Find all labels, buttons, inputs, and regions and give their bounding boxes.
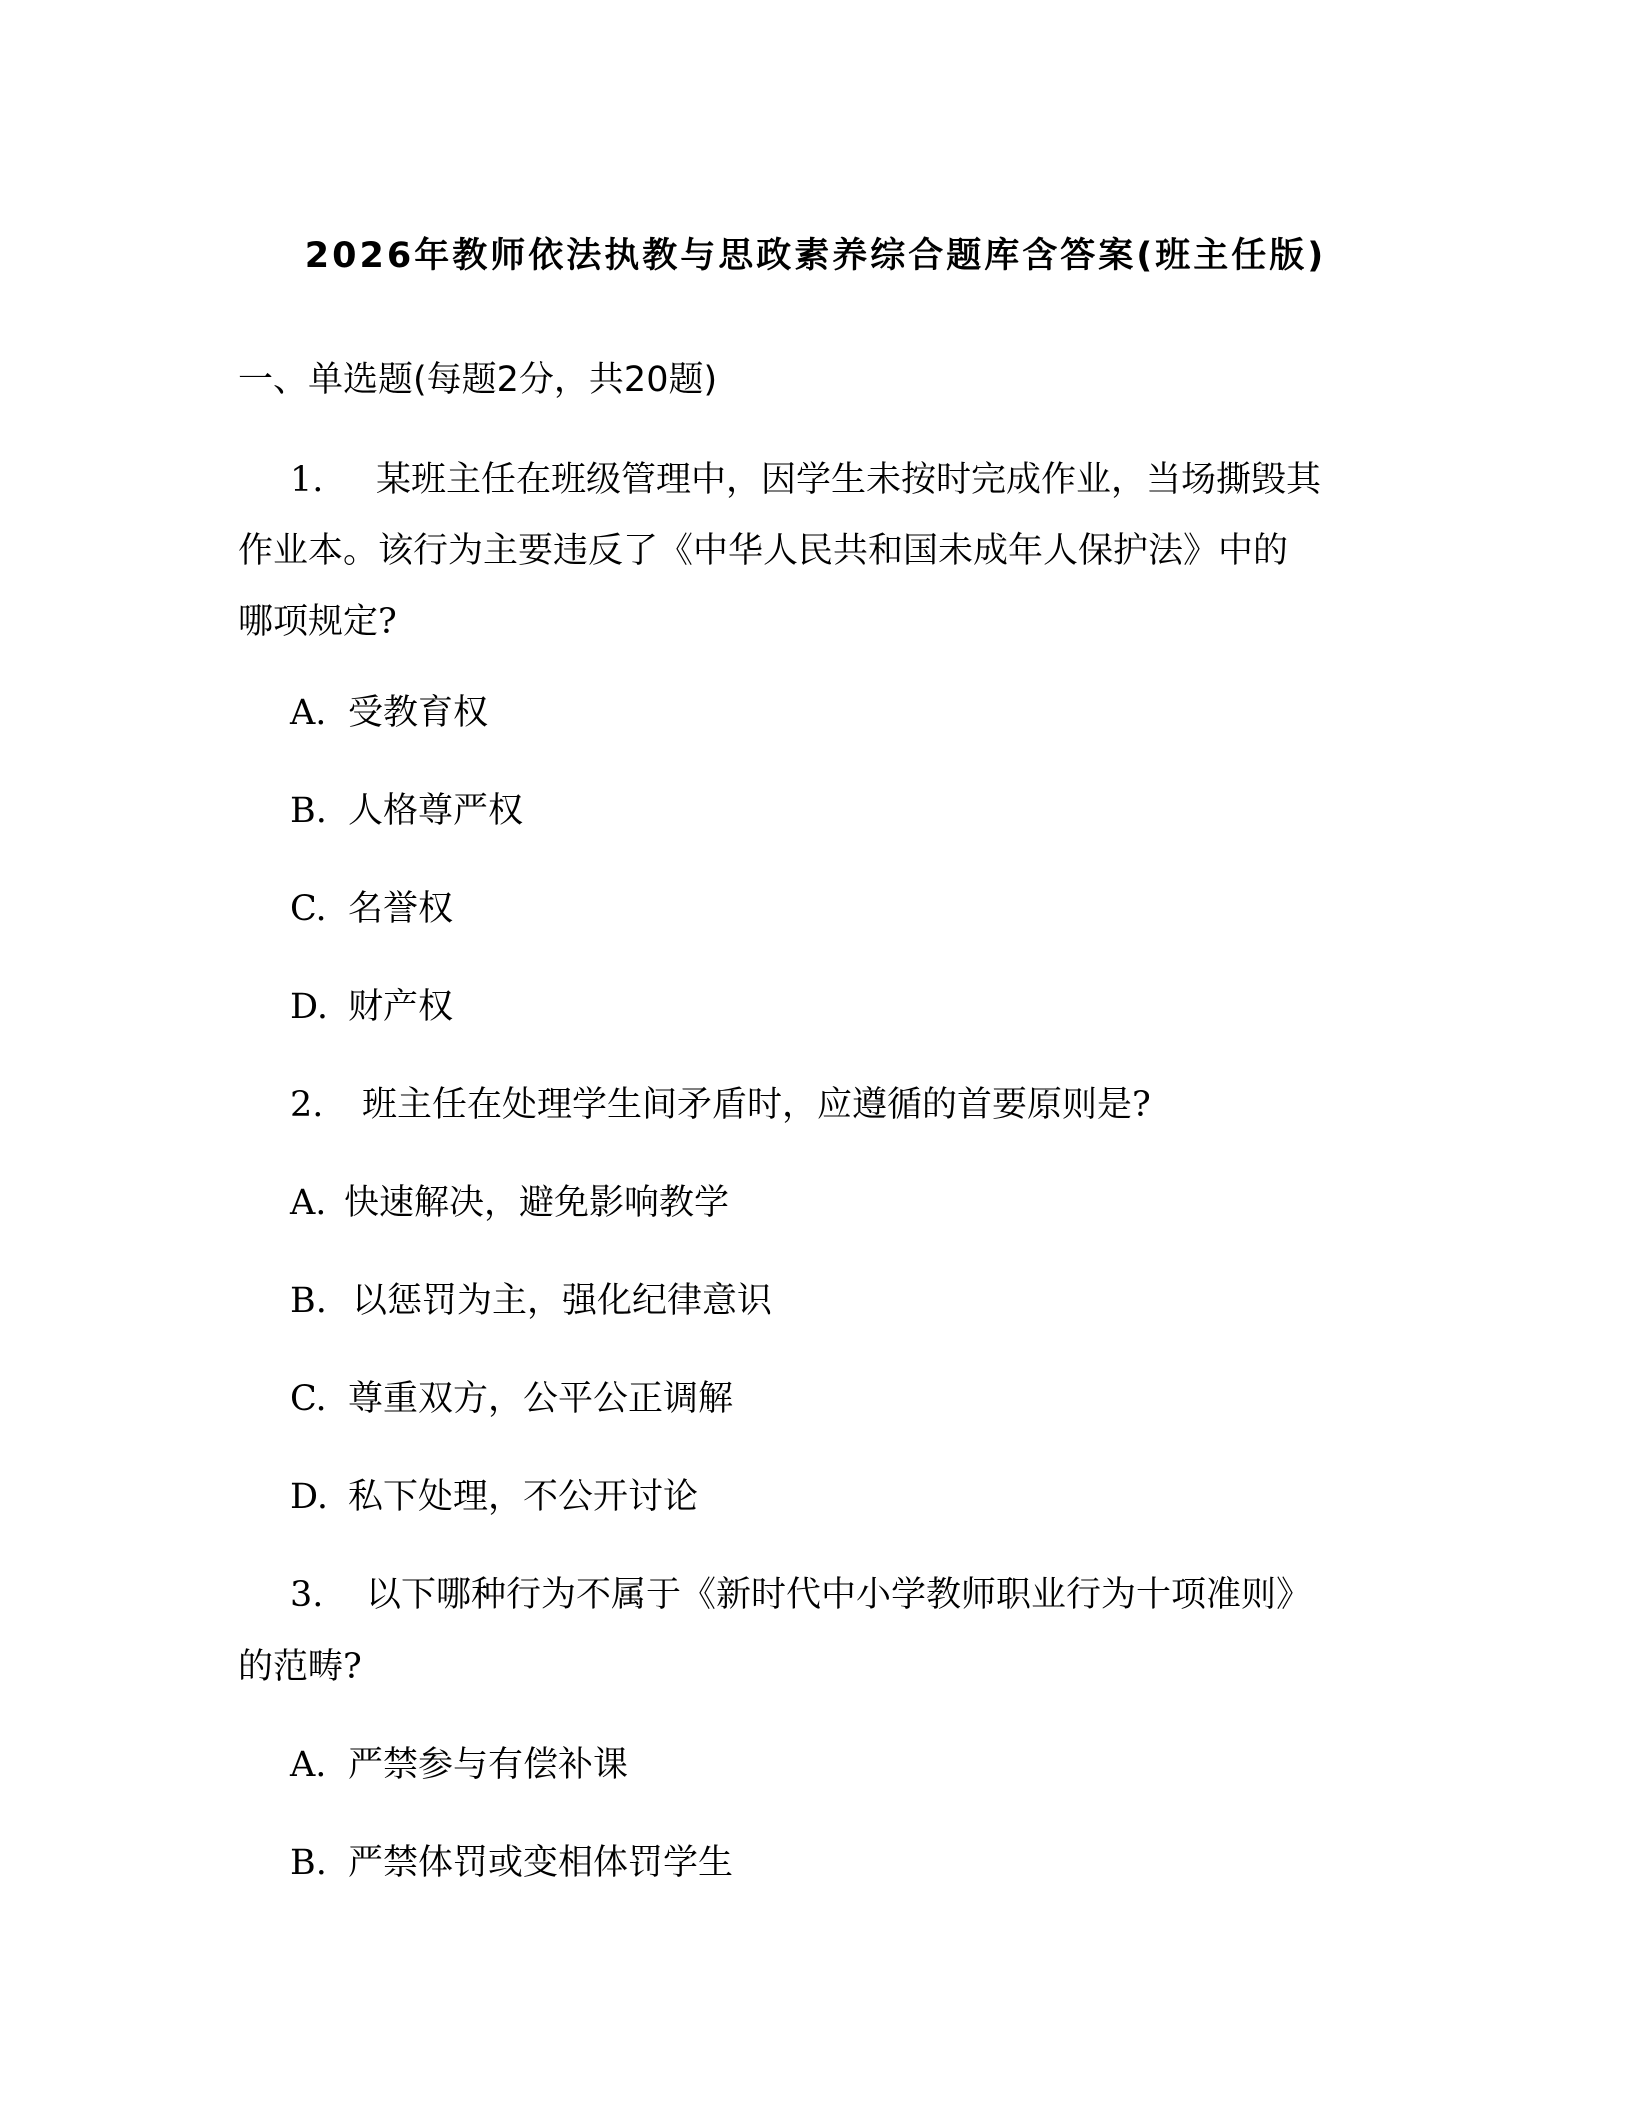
option-letter: B.: [290, 791, 327, 831]
question-1-option-c: [290, 888, 453, 930]
question-text: 以下哪种行为不属于《新时代中小学教师职业行为十项准则》: [366, 1575, 1312, 1615]
option-letter: A.: [290, 1745, 327, 1785]
question-text: 班主任在处理学生间矛盾时，应遵循的首要原则是?: [362, 1085, 1151, 1125]
option-text: 财产权: [348, 987, 454, 1027]
question-1-option-b: [290, 790, 523, 832]
option-letter: D.: [290, 1477, 328, 1517]
question-1-line-3: 哪项规定?: [238, 602, 397, 642]
question-1-line-1: [290, 459, 1321, 501]
option-text: 严禁体罚或变相体罚学生: [348, 1843, 734, 1883]
question-3-line-1: [290, 1574, 1311, 1616]
question-number: 2.: [290, 1085, 324, 1125]
option-letter: D.: [290, 987, 328, 1027]
option-letter: C.: [290, 889, 327, 929]
option-text: 以惩罚为主，强化纪律意识: [352, 1281, 773, 1321]
option-text: 尊重双方，公平公正调解: [348, 1379, 734, 1419]
question-2-option-a: [290, 1182, 729, 1224]
option-letter: B.: [290, 1843, 327, 1883]
option-letter: A.: [290, 693, 327, 733]
question-1-option-d: [290, 986, 453, 1028]
question-text: 某班主任在班级管理中，因学生未按时完成作业，当场撕毁其: [376, 460, 1322, 500]
question-3-option-a: [290, 1744, 628, 1786]
option-letter: C.: [290, 1379, 327, 1419]
question-2-option-b: [290, 1280, 772, 1322]
question-number: 3.: [290, 1575, 324, 1615]
option-text: 人格尊严权: [348, 791, 524, 831]
option-text: 受教育权: [348, 693, 489, 733]
question-2-line-1: [290, 1084, 1151, 1126]
question-3-option-b: [290, 1842, 733, 1884]
option-letter: B.: [290, 1281, 327, 1321]
option-text: 快速解决，避免影响教学: [344, 1183, 730, 1223]
question-1-option-a: [290, 692, 488, 734]
option-letter: A.: [290, 1183, 327, 1223]
option-text: 严禁参与有偿补课: [348, 1745, 629, 1785]
section-heading: 一、单选题(每题2分，共20题): [238, 360, 718, 400]
question-number: 1.: [290, 460, 324, 500]
question-3-line-2: 的范畴?: [238, 1647, 362, 1687]
option-text: 名誉权: [348, 889, 454, 929]
question-2-option-c: [290, 1378, 733, 1420]
option-text: 私下处理，不公开讨论: [348, 1477, 699, 1517]
document-title: 2026年教师依法执教与思政素养综合题库含答案(班主任版): [304, 236, 1327, 276]
question-1-line-2: 作业本。该行为主要违反了《中华人民共和国未成年人保护法》中的: [238, 531, 1289, 571]
question-2-option-d: [290, 1476, 698, 1518]
